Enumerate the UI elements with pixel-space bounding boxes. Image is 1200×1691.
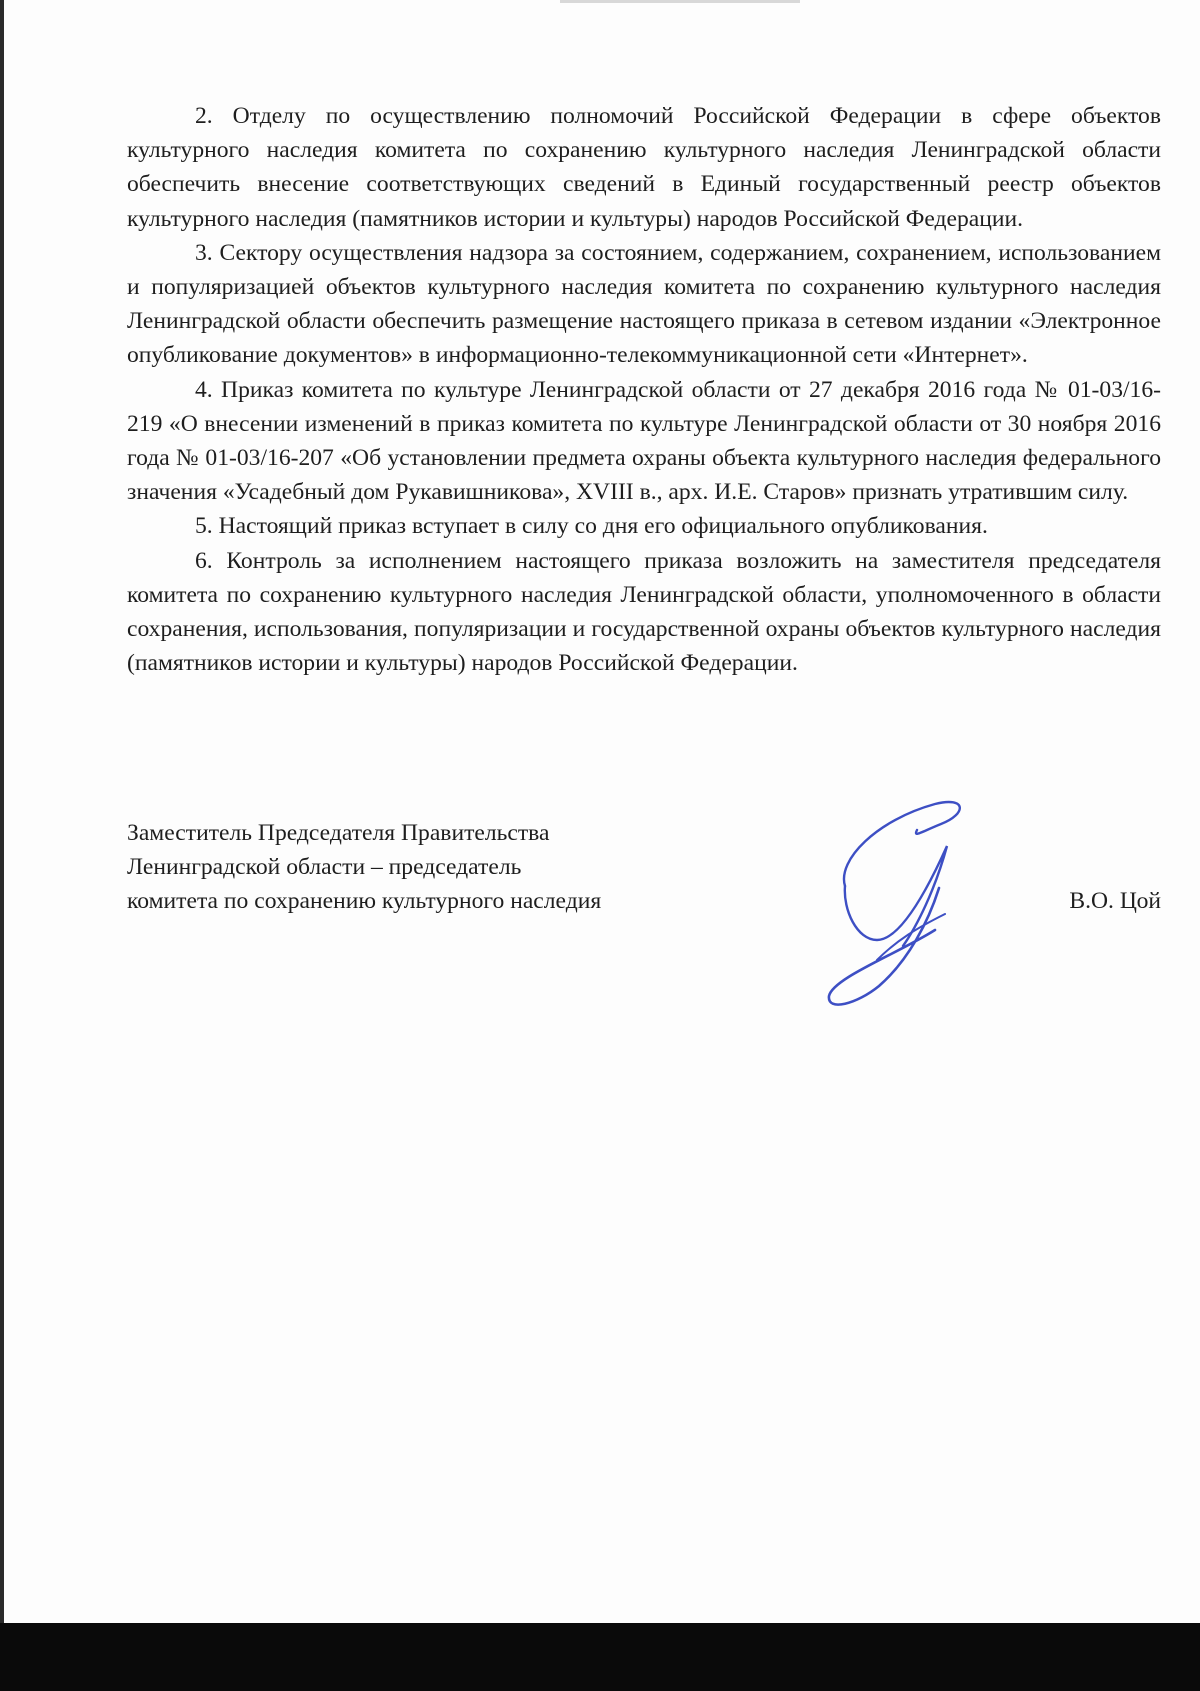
signature-block: [127, 816, 1161, 1016]
paragraph-3: 3. Сектору осуществления надзора за состоянием, содержанием, сохранением, использованием и популяризацией объектов культурного наследия комитета по сохранению культурного наследия Ленинградской области обеспечить размещение настоящего приказа в сетевом издании «Электронное опубликование документов» в информационно-телекоммуникационной сети «Интернет».: [127, 239, 1161, 369]
signer-title-line: Заместитель Председателя Правительства: [127, 820, 550, 846]
signature-stroke: [844, 802, 960, 886]
signer-name: В.О. Цой: [1069, 888, 1161, 914]
document-body: [127, 99, 1161, 680]
paragraph-4: 4. Приказ комитета по культуре Ленинградской области от 27 декабря 2016 года № 01-03/16-219 «О внесении изменений в приказ комитета по культуре Ленинградской области от 30 ноября 2016 года № 01-03/16-207 «Об установлении предмета охраны объекта культурного наследия федерального значения «Усадебный дом Рукавишникова», XVIII в., арх. И.Е. Старов» признать утратившим силу.: [127, 376, 1161, 506]
paragraph-5: 5. Настоящий приказ вступает в силу со дня его официального опубликования.: [195, 513, 988, 540]
scan-edge-left: [0, 0, 4, 1691]
signer-title: [127, 816, 727, 918]
paragraph-2: 2. Отделу по осуществлению полномочий Российской Федерации в сфере объектов культурного наследия комитета по сохранению культурного наследия Ленинградской области обеспечить внесение соответствующих сведений в Единый государственный реестр объектов культурного наследия (памятников истории и культуры) народов Российской Федерации.: [127, 103, 1161, 232]
signer-title-line: комитета по сохранению культурного наследия: [127, 888, 602, 914]
paragraph-6: 6. Контроль за исполнением настоящего приказа возложить на заместителя председателя комитета по сохранению культурного наследия Ленинградской области, уполномоченного в области сохранения, использования, популяризации и государственной охраны объектов культурного наследия (памятников истории и культуры) народов Российской Федерации.: [127, 547, 1161, 677]
scan-edge-top: [560, 0, 800, 3]
scan-edge-bottom: [0, 1623, 1200, 1691]
handwritten-signature: [817, 790, 997, 1020]
signer-title-line: Ленинградской области – председатель: [127, 854, 522, 880]
